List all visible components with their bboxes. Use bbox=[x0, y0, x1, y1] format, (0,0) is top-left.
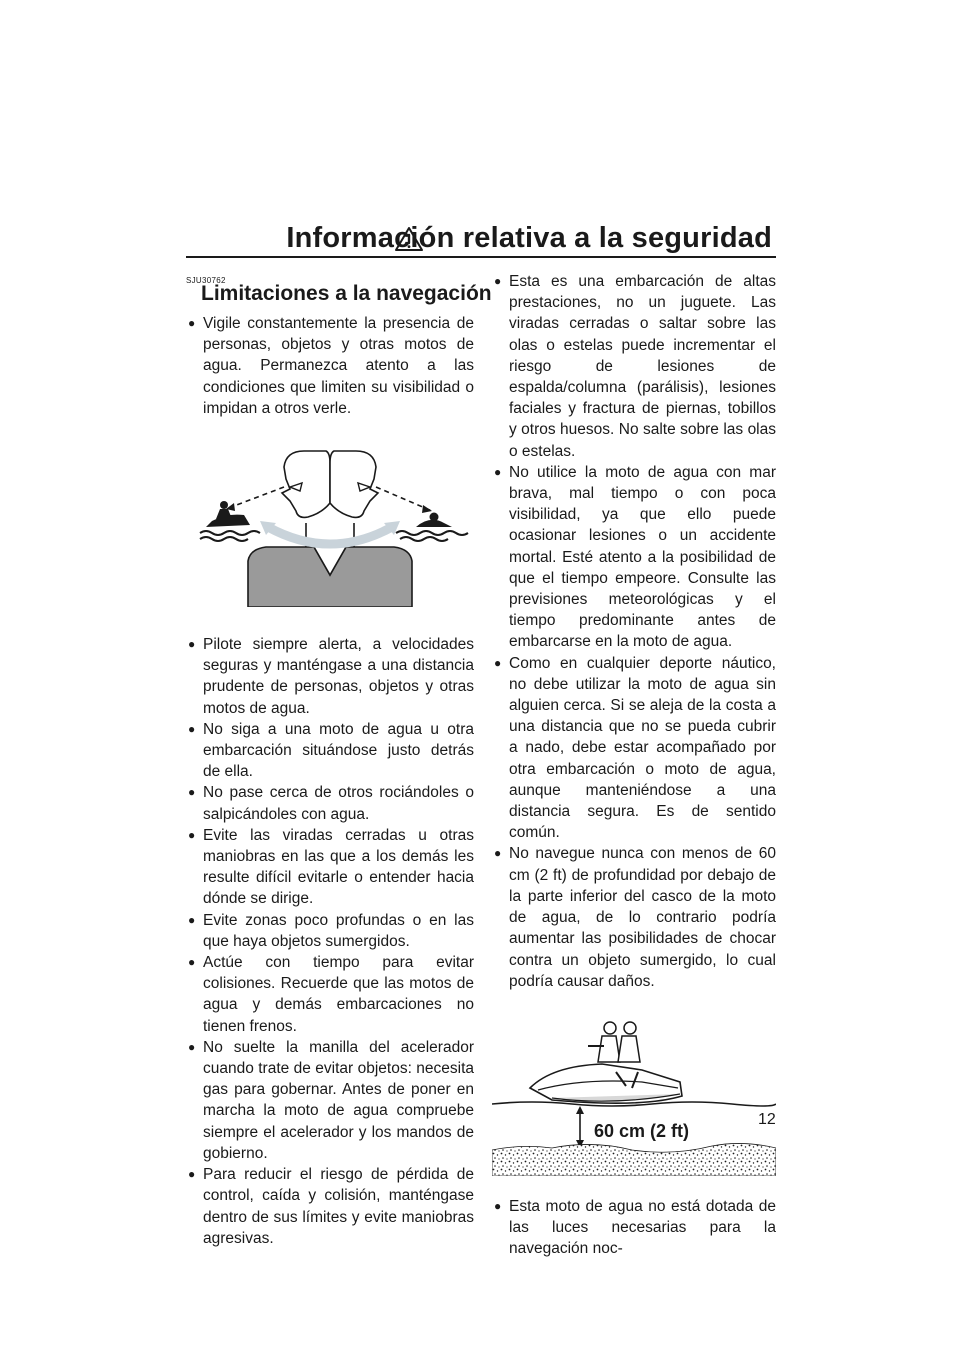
bullet-icon: ● bbox=[494, 846, 502, 861]
list-item bbox=[186, 825, 474, 910]
list-item-text: No navegue nunca con menos de 60 cm (2 ft) de profundidad por debajo de la parte inferior del casco de la moto de agua, de lo contrario podría aumentar las posibilidades de chocar contra un objeto sumergido, lo cual podría causar daños. bbox=[509, 845, 776, 990]
list-item-text: Vigile constantemente la presencia de personas, objetos y otras motos de agua. Permanezca atento a las condiciones que limiten su visibilidad o impidan a otros verle. bbox=[203, 315, 474, 417]
left-column bbox=[186, 313, 474, 1249]
section-title: Limitaciones a la navegación bbox=[201, 282, 492, 305]
bullet-icon: ● bbox=[188, 785, 196, 800]
list-item-text: No suelte la manilla del acelerador cuando trate de evitar objetos: necesita gas para gobernar. Antes de poner en marcha la moto de agua compruebe siempre el acelerador y los mandos de gobierno. bbox=[203, 1038, 474, 1162]
depth-label: 60 cm (2 ft) bbox=[594, 1120, 690, 1141]
list-item bbox=[492, 271, 776, 462]
bullet-icon: ● bbox=[188, 721, 196, 736]
bullet-icon: ● bbox=[188, 1039, 196, 1054]
bullet-icon: ● bbox=[494, 464, 502, 479]
bullet-icon: ● bbox=[188, 316, 196, 330]
list-item bbox=[492, 843, 776, 991]
list-item-text: Evite zonas poco profundas o en las que haya objetos sumergidos. bbox=[203, 911, 474, 950]
list-item bbox=[492, 462, 776, 653]
page-number: 12 bbox=[758, 1111, 776, 1128]
figure-minimum-depth bbox=[492, 1016, 776, 1176]
bullet-icon: ● bbox=[188, 1167, 196, 1182]
list-item bbox=[492, 1196, 776, 1260]
jet-ski-depth-illustration bbox=[492, 1016, 776, 1176]
list-item-text: Evite las viradas cerradas u otras maniobras en las que a los demás les resulte difícil evitarle o entender hacia dónde se dirige. bbox=[203, 826, 474, 908]
list-item bbox=[186, 313, 474, 419]
list-item-text: Actúe con tiempo para evitar colisiones. Recuerde que las motos de agua y demás embarcaciones no tienen frenos. bbox=[203, 954, 474, 1035]
bullet-icon: ● bbox=[494, 274, 502, 288]
list-item bbox=[186, 910, 474, 952]
bullet-icon: ● bbox=[494, 655, 502, 670]
list-item-text: No siga a una moto de agua u otra embarcación situándose justo detrás de ella. bbox=[203, 720, 474, 781]
bullet-icon: ● bbox=[188, 637, 196, 652]
list-item-text: Pilote siempre alerta, a velocidades seguras y manténgase a una distancia prudente de personas, objetos y otras motos de agua. bbox=[203, 636, 474, 717]
bullet-icon: ● bbox=[188, 955, 196, 970]
list-item bbox=[492, 653, 776, 844]
list-item bbox=[186, 782, 474, 824]
list-item bbox=[186, 634, 474, 719]
list-item-text: Como en cualquier deporte náutico, no debe utilizar la moto de agua sin alguien cerca. Si se aleja de la costa a una distancia que no se pueda cubrir a nado, debe estar acompañado por otra embarcación o moto de agua, aunque manteniéndose a una distancia segura. Es de sentido común. bbox=[509, 654, 776, 842]
list-item bbox=[186, 1164, 474, 1249]
right-column bbox=[492, 271, 776, 1260]
list-item-text: Esta moto de agua no está dotada de las luces necesarias para la navegación noc- bbox=[509, 1197, 776, 1258]
bullet-icon: ● bbox=[494, 1198, 502, 1213]
list-item-text: Para reducir el riesgo de pérdida de control, caída y colisión, manténgase dentro de sus límites y evite maniobras agresivas. bbox=[203, 1166, 474, 1247]
list-item bbox=[186, 952, 474, 1037]
list-item bbox=[186, 1037, 474, 1164]
bullet-icon: ● bbox=[188, 827, 196, 842]
field-of-view-illustration bbox=[186, 443, 474, 607]
bullet-icon: ● bbox=[188, 912, 196, 927]
list-item-text: Esta es una embarcación de altas prestaciones, no un juguete. Las viradas cerradas o saltar sobre las olas o estelas puede incrementar el riesgo de lesiones de espalda/columna (parálisis), lesiones faciales y fractura de piernas, tobillos y otros huesos. No salte sobre las olas o estelas. bbox=[509, 273, 776, 460]
figure-field-of-view bbox=[186, 443, 474, 607]
list-item-text: No utilice la moto de agua con mar brava, mal tiempo o con poca visibilidad, ya que ello puede ocasionar lesiones o un accidente mortal. Esté atento a la posibilidad de que el tiempo empeore. Consulte las previsiones meteorológicas y el tiempo predominante antes de embarcarse en la moto de agua. bbox=[509, 463, 776, 651]
list-item-text: No pase cerca de otros rociándoles o salpicándoles con agua. bbox=[203, 784, 474, 823]
page-header bbox=[186, 222, 776, 258]
section-code: SJU30762 bbox=[186, 276, 226, 285]
list-item bbox=[186, 719, 474, 783]
page-header-title: Información relativa a la seguridad bbox=[286, 222, 772, 254]
